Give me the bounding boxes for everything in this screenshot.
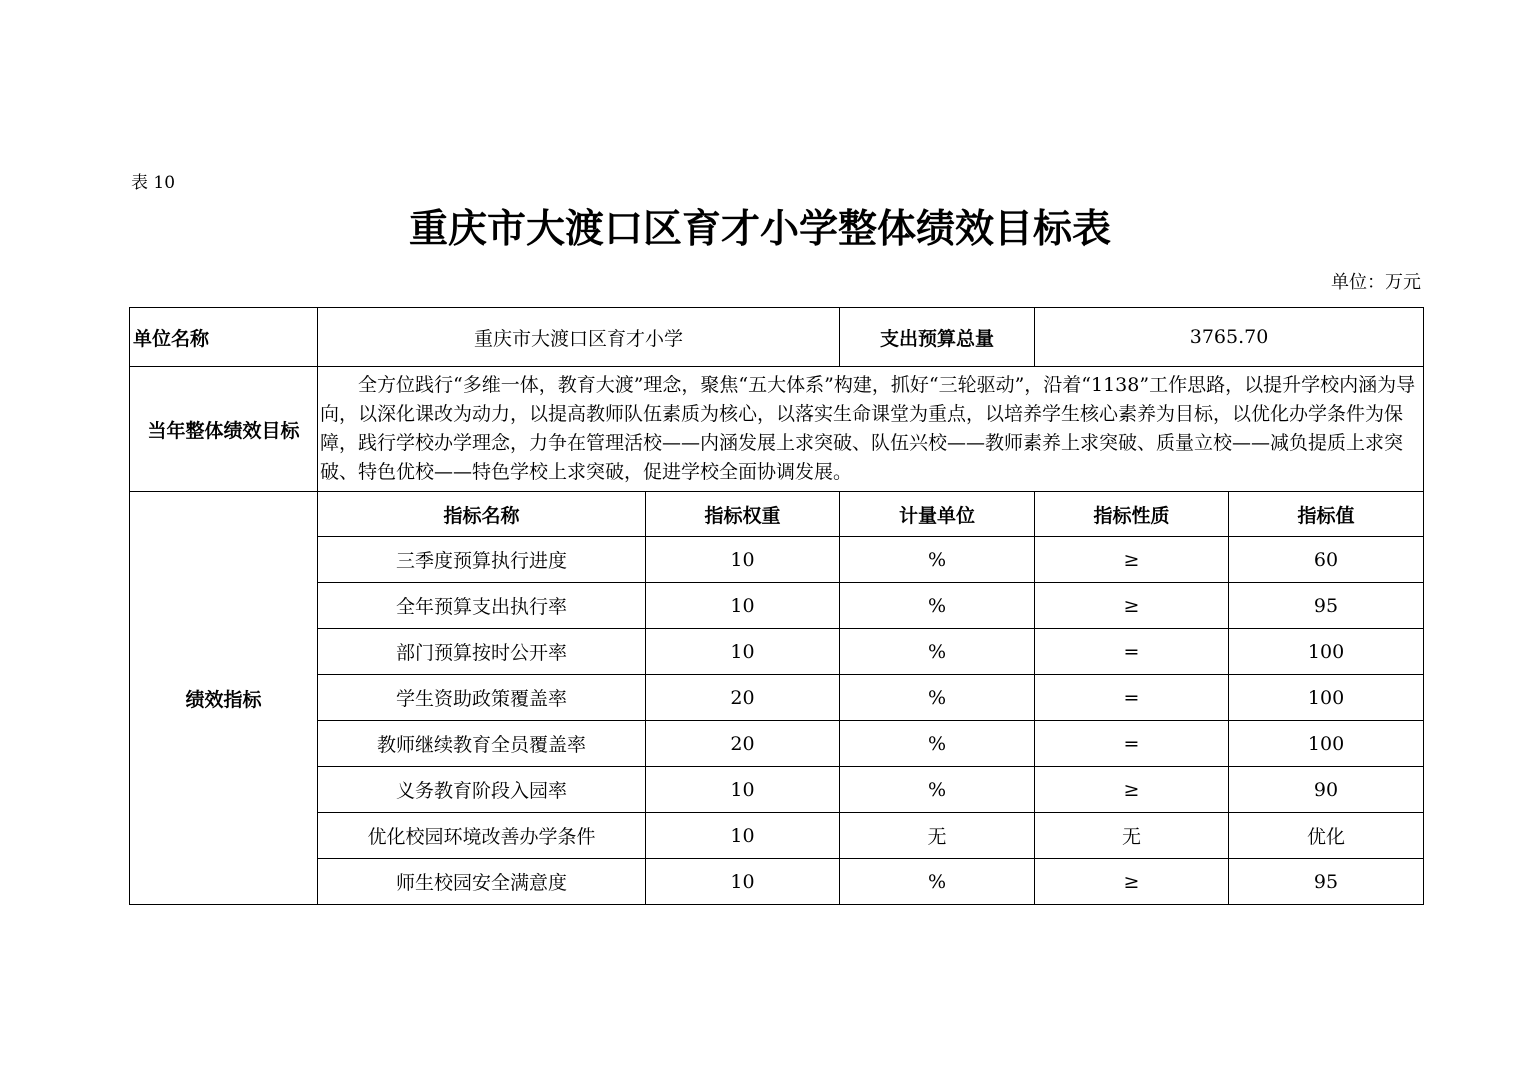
indicator-nature: ≥ [1035,767,1229,813]
indicator-nature: ≥ [1035,537,1229,583]
indicator-unit: % [840,537,1035,583]
indicator-unit: % [840,767,1035,813]
indicator-nature: = [1035,675,1229,721]
indicator-nature: = [1035,629,1229,675]
indicator-weight: 10 [646,767,840,813]
indicator-value: 优化 [1229,813,1424,859]
indicator-name: 教师继续教育全员覆盖率 [318,721,646,767]
indicator-nature: ≥ [1035,859,1229,905]
table-row [130,859,1424,905]
column-header: 计量单位 [840,492,1035,537]
indicator-value: 100 [1229,721,1424,767]
indicator-value: 60 [1229,537,1424,583]
column-header: 指标名称 [318,492,646,537]
column-header: 指标性质 [1035,492,1229,537]
indicator-name: 全年预算支出执行率 [318,583,646,629]
indicator-weight: 10 [646,583,840,629]
table-row [130,721,1424,767]
table-number: 表 10 [131,173,176,193]
annual-goal-text: 全方位践行“多维一体，教育大渡”理念，聚焦“五大体系”构建，抓好“三轮驱动”，沿着“1138”工作思路，以提升学校内涵为导向，以深化课改为动力，以提高教师队伍素质为核心，以落实生命课堂为重点，以培养学生核心素养为目标，以优化办学条件为保障，践行学校办学理念，力争在管理活校——内涵发展上求突破、队伍兴校——教师素养上求突破、质量立校——减负提质上求突破、特色优校——特色学校上求突破，促进学校全面协调发展。 [318,367,1424,492]
indicator-unit: % [840,675,1035,721]
budget-total-value: 3765.70 [1035,308,1424,367]
annual-goal-label: 当年整体绩效目标 [130,367,318,492]
indicator-weight: 20 [646,721,840,767]
table-row [130,813,1424,859]
page-title: 重庆市大渡口区育才小学整体绩效目标表 [408,207,1111,252]
indicator-name: 学生资助政策覆盖率 [318,675,646,721]
table-row [130,537,1424,583]
indicator-unit: 无 [840,813,1035,859]
indicator-header-row [130,492,1424,537]
indicator-name: 师生校园安全满意度 [318,859,646,905]
budget-total-label: 支出预算总量 [840,308,1035,367]
unit-row [130,308,1424,367]
indicator-nature: 无 [1035,813,1229,859]
indicator-value: 100 [1229,629,1424,675]
unit-name-label: 单位名称 [130,308,318,367]
indicator-weight: 10 [646,859,840,905]
indicator-name: 义务教育阶段入园率 [318,767,646,813]
indicator-name: 部门预算按时公开率 [318,629,646,675]
indicator-unit: % [840,629,1035,675]
indicator-value: 95 [1229,859,1424,905]
table-row [130,675,1424,721]
unit-label: 单位：万元 [1331,272,1421,293]
table-row [130,767,1424,813]
indicator-weight: 10 [646,813,840,859]
indicator-weight: 10 [646,537,840,583]
indicator-value: 95 [1229,583,1424,629]
indicator-unit: % [840,583,1035,629]
annual-goal-row [130,367,1424,492]
indicator-weight: 10 [646,629,840,675]
indicator-name: 三季度预算执行进度 [318,537,646,583]
performance-goal-table [129,307,1424,905]
indicator-nature: ≥ [1035,583,1229,629]
indicators-label: 绩效指标 [130,492,318,905]
indicator-nature: = [1035,721,1229,767]
table-row [130,629,1424,675]
indicator-name: 优化校园环境改善办学条件 [318,813,646,859]
column-header: 指标权重 [646,492,840,537]
indicator-unit: % [840,859,1035,905]
table-row [130,583,1424,629]
indicator-weight: 20 [646,675,840,721]
unit-name-value: 重庆市大渡口区育才小学 [318,308,840,367]
indicator-unit: % [840,721,1035,767]
column-header: 指标值 [1229,492,1424,537]
indicator-value: 100 [1229,675,1424,721]
indicator-value: 90 [1229,767,1424,813]
